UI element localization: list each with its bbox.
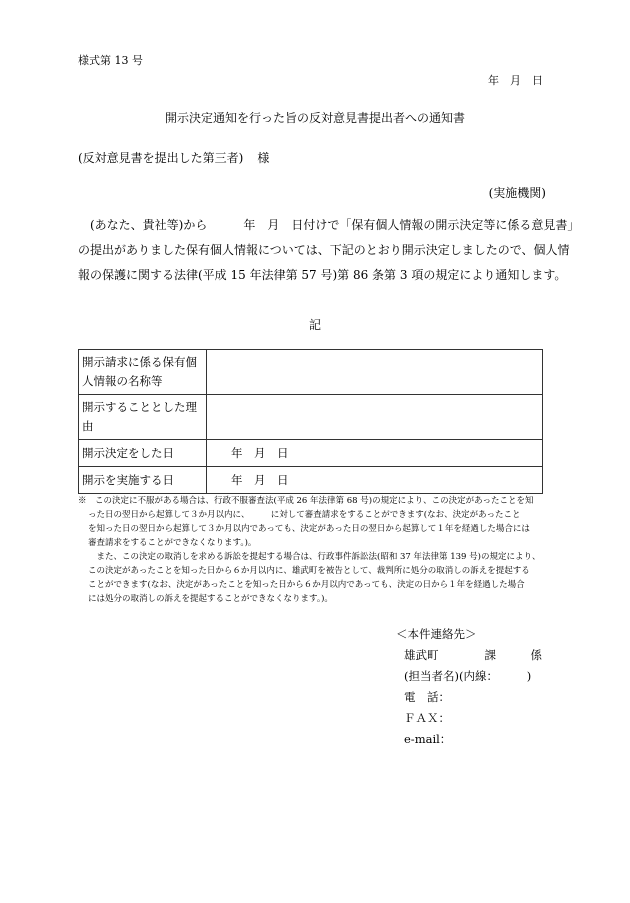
table-value-cell xyxy=(207,350,543,395)
table-label-line: 開示請求に係る保有個 xyxy=(82,355,197,369)
note-line: を知った日の翌日から起算して３か月以内であっても、決定があった日の翌日から起算して１年を経過した場合には xyxy=(88,524,530,534)
contact-block xyxy=(396,624,542,750)
table-label xyxy=(79,395,207,440)
contact-line: ＦＡＸ： xyxy=(404,711,450,725)
honorific: 様 xyxy=(257,151,270,165)
ki-heading: 記 xyxy=(308,318,321,332)
table-value-cell xyxy=(207,395,543,440)
note-line: には処分の取消しの訴えを提起することができなくなります。)。 xyxy=(88,594,333,604)
note-line: また、この決定の取消しを求める訴訟を提起する場合は、行政事件訴訟法(昭和 37 年法律第 139 号)の規定により、 xyxy=(88,552,541,562)
form-number: 様式第 13 号 xyxy=(78,54,143,67)
table-label-line: 開示することとした理 xyxy=(82,400,197,414)
notes xyxy=(78,494,548,606)
table-value-cell: 年 月 日 xyxy=(207,467,543,494)
note-line: ことができます(なお、決定があったことを知った日から６か月以内であっても、決定の日から１年を経過した場合 xyxy=(88,580,525,590)
body-line-1: (あなた、貴社等)から 年 月 日付けで「保有個人情報の開示決定等に係る意見書」 xyxy=(78,218,580,232)
note-line: ※ この決定に不服がある場合は、行政不服審査法(平成 26 年法律第 68 号)の規定により、この決定があったことを知 xyxy=(78,496,534,506)
table-row xyxy=(79,440,543,467)
document-title: 開示決定通知を行った旨の反対意見書提出者への通知書 xyxy=(164,111,465,125)
addressee xyxy=(78,149,269,166)
contact-line: 電 話： xyxy=(404,690,450,704)
contact-line: e-mail： xyxy=(404,732,452,746)
decision-table xyxy=(78,349,543,494)
contact-heading: ＜本件連絡先＞ xyxy=(396,627,477,641)
contact-line: 雄武町 課 係 xyxy=(404,648,542,662)
note-line: この決定があったことを知った日から６か月以内に、雄武町を被告として、裁判所に処分の取消しの訴えを提起する xyxy=(88,566,530,576)
issuing-org: (実施機関) xyxy=(488,186,546,200)
table-label: 開示を実施する日 xyxy=(79,467,207,494)
table-row xyxy=(79,467,543,494)
contact-line: (担当者名)(内線： ) xyxy=(404,669,532,683)
table-row xyxy=(79,350,543,395)
body-paragraph xyxy=(78,213,580,288)
table-label-line: 人情報の名称等 xyxy=(82,374,163,388)
date-line: 年 月 日 xyxy=(488,74,543,87)
table-label: 開示決定をした日 xyxy=(79,440,207,467)
note-line: った日の翌日から起算して３か月以内に、 に対して審査請求をすることができます(なお、決定があったこと xyxy=(88,510,521,520)
table-label xyxy=(79,350,207,395)
body-line-3: 報の保護に関する法律(平成 15 年法律第 57 号)第 86 条第 3 項の規定により通知します。 xyxy=(78,268,567,282)
table-value-cell: 年 月 日 xyxy=(207,440,543,467)
table-label-line: 由 xyxy=(82,419,94,433)
addressee-name: (反対意見書を提出した第三者) xyxy=(78,151,244,165)
note-line: 審査請求をすることができなくなります。)。 xyxy=(88,538,257,548)
table-row xyxy=(79,395,543,440)
body-line-2: の提出がありました保有個人情報については、下記のとおり開示決定しましたので、個人情 xyxy=(78,243,570,257)
